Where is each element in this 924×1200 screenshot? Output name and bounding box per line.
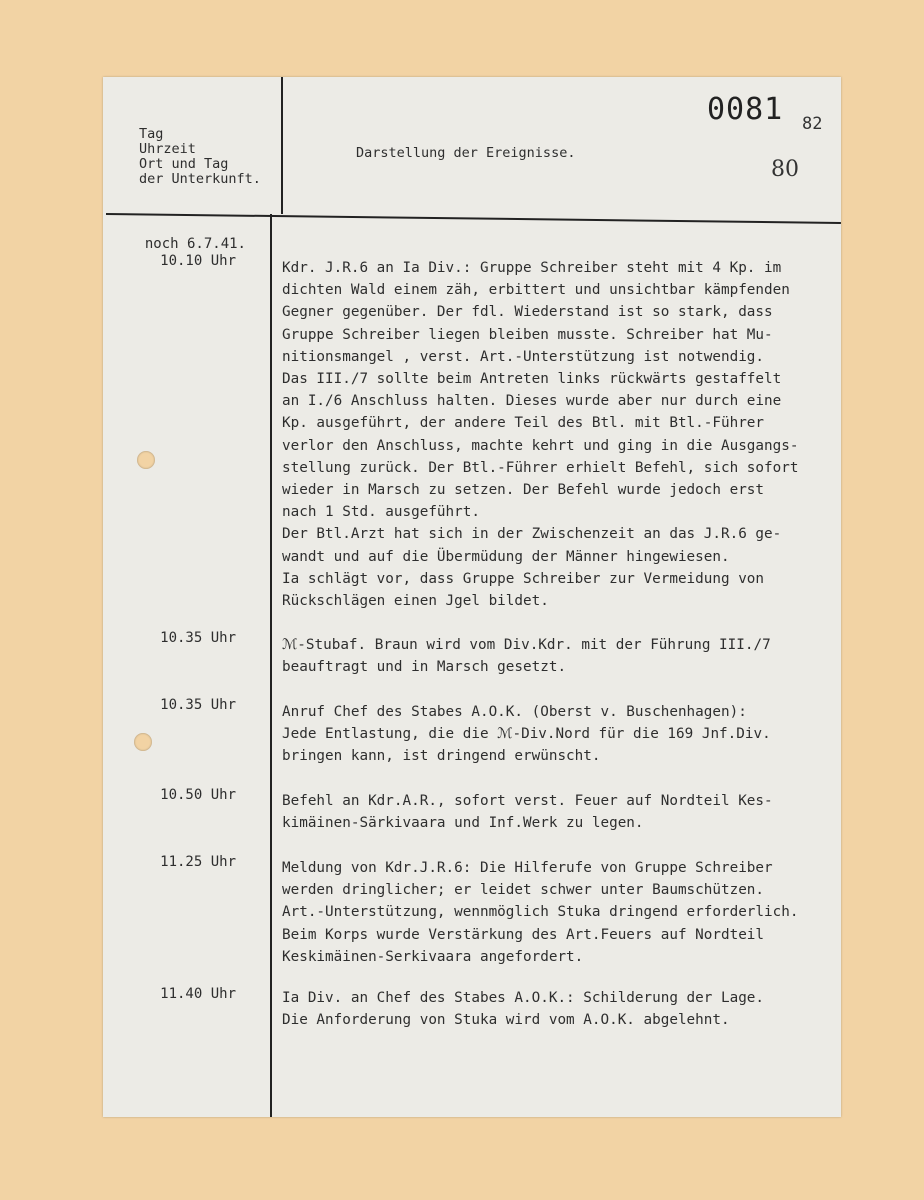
entry-line: Kp. ausgeführt, der andere Teil des Btl. mit Btl.-Führer [282, 415, 765, 432]
entry-date: noch 6.7.41. [144, 236, 246, 252]
entry-line: nitionsmangel , verst. Art.-Unterstützung ist notwendig. [282, 348, 765, 365]
entry-text [282, 857, 837, 968]
entry-line: Anruf Chef des Stabes A.O.K. (Oberst v. Buschenhagen): [282, 704, 747, 720]
entry-time: 10.35 Uhr [160, 630, 236, 646]
entry-line: wandt und auf die Übermüdung der Männer hingewiesen. [282, 548, 730, 565]
entry-line: Der Btl.Arzt hat sich in der Zwischenzeit an das J.R.6 ge- [282, 526, 782, 543]
column-divider-top [281, 77, 283, 214]
entry-text [282, 634, 837, 678]
entry-text [282, 701, 837, 768]
page-number: 80 [771, 157, 799, 182]
entry-line: Die Anforderung von Stuka wird vom A.O.K. abgelehnt. [282, 1012, 730, 1029]
entry-line: bringen kann, ist dringend erwünscht. [282, 748, 601, 765]
entry-line: Rückschlägen einen Jgel bildet. [282, 593, 549, 610]
entry-time: 11.25 Uhr [160, 854, 236, 870]
entry-line: verlor den Anschluss, machte kehrt und ging in die Ausgangs- [282, 437, 799, 454]
label-unterkunft: der Unterkunft. [139, 171, 261, 187]
entry-line: Gruppe Schreiber liegen bleiben musste. Schreiber hat Mu- [282, 326, 773, 343]
entry-text [282, 987, 837, 1031]
entry-line: Ia Div. an Chef des Stabes A.O.K.: Schilderung der Lage. [282, 990, 765, 1006]
header-left-labels [139, 127, 261, 187]
label-uhrzeit: Uhrzeit [139, 141, 196, 157]
entry-time: 11.40 Uhr [160, 986, 236, 1002]
entry-line: beauftragt und in Marsch gesetzt. [282, 659, 567, 676]
document-page [103, 77, 841, 1117]
entry-time: 10.35 Uhr [160, 697, 236, 713]
entry-line: Das III./7 sollte beim Antreten links rückwärts gestaffelt [282, 371, 782, 388]
entry-line: Keskimäinen-Serkivaara angefordert. [282, 948, 584, 965]
entry-line: Art.-Unterstützung, wennmöglich Stuka dringend erforderlich. [282, 904, 799, 921]
entry-line: Kdr. J.R.6 an Ia Div.: Gruppe Schreiber steht mit 4 Kp. im [282, 260, 782, 276]
label-ort-und-tag: Ort und Tag [139, 156, 229, 172]
entry-text [282, 257, 837, 612]
entry-line: ℳ-Stubaf. Braun wird vom Div.Kdr. mit der Führung III./7 [282, 637, 771, 653]
column-divider [270, 214, 272, 1117]
entry-line: Jede Entlastung, die die ℳ-Div.Nord für die 169 Jnf.Div. [282, 726, 771, 743]
entry-time: 10.10 Uhr [160, 253, 236, 269]
entry-line: dichten Wald einem zäh, erbittert und unsichtbar kämpfenden [282, 282, 790, 299]
page-title: Darstellung der Ereignisse. [356, 145, 576, 161]
entry-line: werden dringlicher; er leidet schwer unter Baumschützen. [282, 882, 765, 899]
entry-line: wieder in Marsch zu setzen. Der Befehl wurde jedoch erst [282, 482, 765, 499]
entry-line: stellung zurück. Der Btl.-Führer erhielt Befehl, sich sofort [282, 459, 799, 476]
entry-text [282, 790, 837, 834]
entry-line: nach 1 Std. ausgeführt. [282, 504, 480, 521]
entry-line: Ia schlägt vor, dass Gruppe Schreiber zur Vermeidung von [282, 570, 765, 587]
header-rule [106, 213, 841, 224]
entry-line: Meldung von Kdr.J.R.6: Die Hilferufe von Gruppe Schreiber [282, 860, 773, 876]
label-tag: Tag [139, 126, 164, 142]
punch-hole [137, 451, 155, 469]
archive-stamp-side: 82 [802, 114, 823, 134]
punch-hole [134, 733, 152, 751]
entry-line: an I./6 Anschluss halten. Dieses wurde aber nur durch eine [282, 393, 782, 410]
entry-line: Beim Korps wurde Verstärkung des Art.Feuers auf Nordteil [282, 926, 765, 943]
entry-line: Gegner gegenüber. Der fdl. Wiederstand ist so stark, dass [282, 304, 773, 321]
entry-line: Befehl an Kdr.A.R., sofort verst. Feuer auf Nordteil Kes- [282, 793, 773, 809]
archive-stamp-number: 0081 [707, 92, 784, 127]
entry-time: 10.50 Uhr [160, 787, 236, 803]
entry-line: kimäinen-Särkivaara und Inf.Werk zu legen. [282, 815, 644, 832]
